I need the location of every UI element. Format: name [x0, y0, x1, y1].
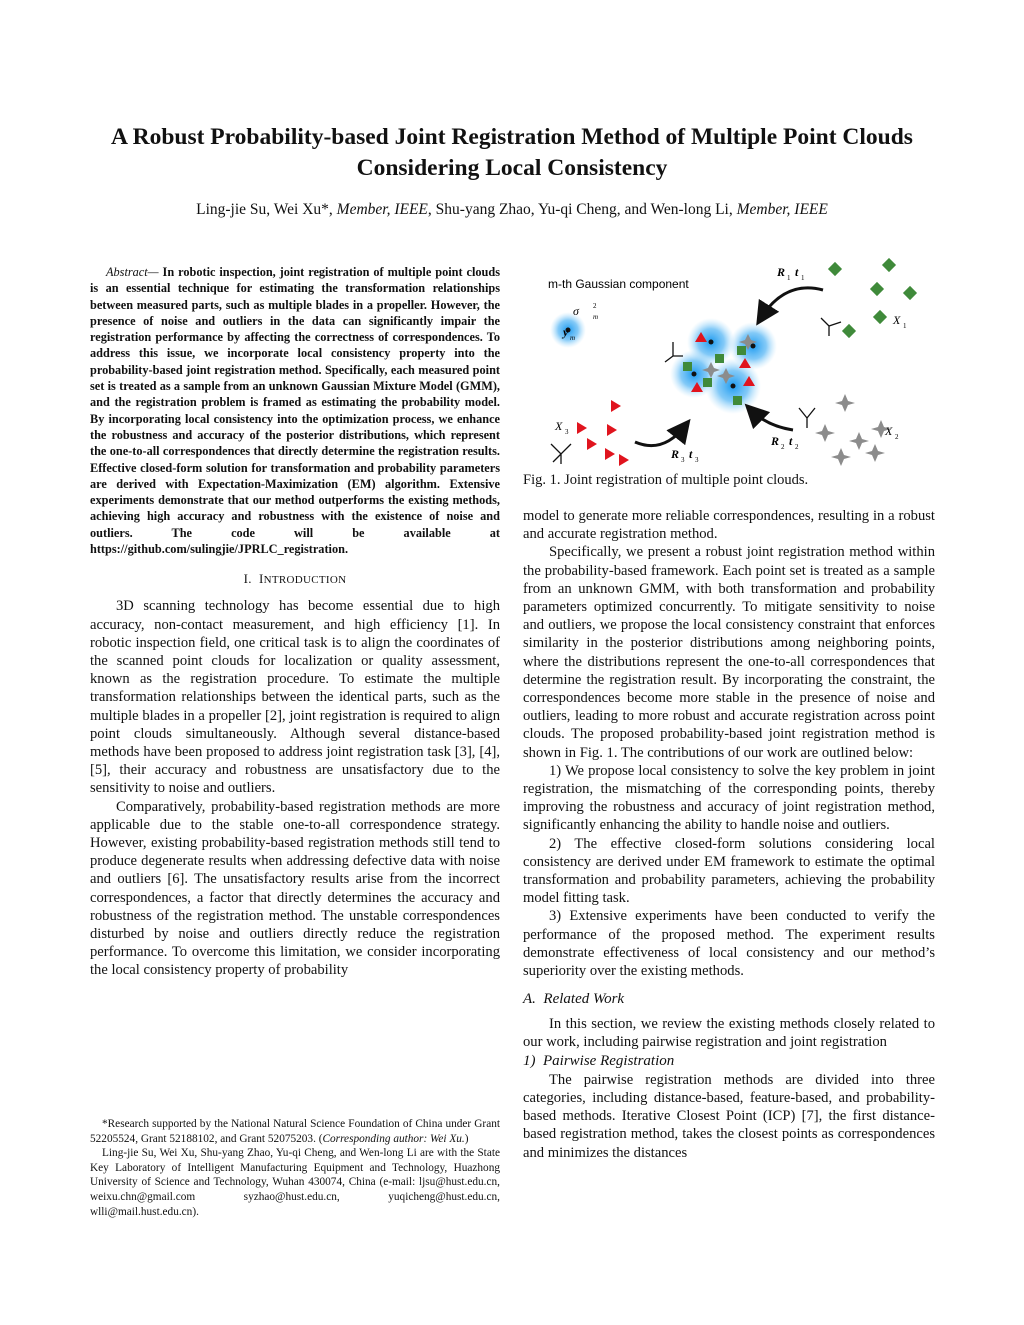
- x2-point: [831, 448, 851, 466]
- section-heading-related-work: A. Related Work: [523, 991, 625, 1008]
- arrow-x1: [761, 288, 823, 318]
- t1-sub: 1: [801, 274, 805, 282]
- x2-axis-icon: [799, 408, 815, 428]
- section-cap: I: [258, 571, 264, 587]
- footnote-affiliation: Ling-jie Su, Wei Xu, Shu-yang Zhao, Yu-qi Cheng, and Wen-long Li are with the State Key Laboratory of Intelligent Manufacturing Equipment and Technology, Huazhong University of Science and Technology, Wuhan 430074, China (e-mail: ljsu@hust.edu.cn, weixu.chn@gmail.com syzhao@hust.edu.cn, yuqicheng@hust.edu.cn, wlli@mail.hust.edu.cn).: [90, 1147, 500, 1218]
- footnote-funding-text: *Research supported by the National Natural Science Foundation of China under Grant 52205524, Grant 52188102, and Grant 52075203. (: [90, 1118, 500, 1145]
- authors-member-2: Member, IEEE: [736, 201, 828, 218]
- green-point: [703, 378, 712, 387]
- x3-label: X: [555, 419, 563, 433]
- r2-sub: 2: [781, 443, 785, 451]
- blob-center: [751, 344, 756, 349]
- x1-point: [873, 310, 887, 324]
- footnote-paren: ): [464, 1132, 469, 1145]
- blob-center: [692, 372, 697, 377]
- t2-label: t: [789, 434, 793, 448]
- r3-label: R: [671, 447, 680, 461]
- green-point: [715, 354, 724, 363]
- x1-point: [870, 282, 884, 296]
- figure-1: [523, 258, 935, 468]
- x1-point: [828, 262, 842, 276]
- x1-point: [842, 324, 856, 338]
- right-paragraph-continued: model to generate more reliable correspondences, resulting in a robust and accurate registration method.: [523, 508, 935, 543]
- x2-point: [835, 394, 855, 412]
- sigma-sub: m: [593, 313, 599, 321]
- x2-point: [865, 444, 885, 462]
- x2-points: [815, 394, 891, 466]
- green-point: [733, 396, 742, 405]
- t3-sub: 3: [695, 456, 699, 464]
- figure-1-diagram: [523, 258, 935, 468]
- x2-point: [815, 424, 835, 442]
- x3-point: [607, 424, 617, 436]
- contribution-1: 1) We propose local consistency to solve the key problem in joint registration, the mismatching of the corresponding points, thereby improving the robustness and accuracy of joint registration method, significantly enhancing the ability to handle noise and outliers.: [523, 762, 935, 834]
- x3-points: [577, 400, 629, 466]
- abstract-lead: Abstract—: [106, 265, 159, 279]
- footnote-corresponding: Corresponding author: Wei Xu.: [322, 1132, 465, 1145]
- r1-label: R: [777, 265, 786, 279]
- t2-sub: 2: [795, 443, 799, 451]
- authors-part-2: , Shu-yang Zhao, Yu-qi Cheng, and Wen-long Li,: [427, 201, 737, 218]
- right-paragraph-2: Specifically, we present a robust joint registration method within the probability-based framework. Each point set is treated as a sample from an unknown GMM, with both transformation and probability parameters optimized concurrently. To mitigate sensitivity to noise and outliers, we propose the local consistency constraint that enforces similarity in the posterior distributions among neighboring points, where the distributions represent the one-to-all correspondences that determine the registration result. By incorporating the constraint, the correspondences become more stable in the presence of noise and outliers, leading to more robust and accurate registration across point clouds. The proposed probability-based joint registration method is shown in Fig. 1. The contributions of our work are outlined below:: [523, 544, 935, 761]
- x3-point: [611, 400, 621, 412]
- sigma-label: σ: [573, 304, 579, 318]
- related-work-paragraph: In this section, we review the existing methods closely related to our work, including pairwise registration and joint registration: [523, 1016, 935, 1051]
- y-sub: m: [570, 334, 576, 342]
- arrow-x2: [751, 410, 793, 430]
- right-column: [523, 507, 935, 1162]
- figure-1-caption: Fig. 1. Joint registration of multiple point clouds.: [523, 472, 809, 488]
- blob-center: [709, 340, 714, 345]
- x1-point: [882, 258, 896, 272]
- arrow-x3: [635, 426, 685, 446]
- x3-axis-icon: [551, 444, 571, 464]
- blob-center: [731, 384, 736, 389]
- x3-point: [605, 448, 615, 460]
- t3-label: t: [689, 447, 693, 461]
- footnote-funding: [90, 1117, 500, 1146]
- subsection-heading-pairwise: 1) Pairwise Registration: [523, 1052, 675, 1069]
- x1-sub: 1: [903, 322, 907, 330]
- y-label: y: [563, 325, 569, 339]
- pairwise-paragraph: The pairwise registration methods are divided into three categories, including distance-based, feature-based, and probability-based methods. Iterative Closest Point (ICP) [7], the first distance-based registration method, takes the closest points as correspondences and minimizes the distances: [523, 1071, 935, 1161]
- x3-point: [587, 438, 597, 450]
- section-heading-introduction: [90, 571, 500, 587]
- contribution-3: 3) Extensive experiments have been conducted to verify the performance of the proposed method. The experiment results demonstrate effectiveness of local consistency and our method’s superiority over the existing methods.: [523, 908, 935, 980]
- x3-point: [577, 422, 587, 434]
- x1-point: [903, 286, 917, 300]
- authors-member-1: Member, IEEE: [336, 201, 428, 218]
- x3-sub: 3: [565, 428, 569, 436]
- r1-sub: 1: [787, 274, 791, 282]
- x2-sub: 2: [895, 433, 899, 441]
- section-smallcaps: NTRODUCTION: [263, 574, 347, 587]
- contribution-2: 2) The effective closed-form solutions considering local consistency are derived under EM framework to estimate the optimal transformation and probability parameters, achieving the probability model fitting task.: [523, 835, 935, 907]
- x1-label: X: [893, 313, 901, 327]
- paper-title: A Robust Probability-based Joint Registration Method of Multiple Point Clouds Considering Local Consistency: [111, 124, 913, 181]
- green-point: [683, 362, 692, 371]
- x2-point: [849, 432, 869, 450]
- authors-part-1: Ling-jie Su, Wei Xu*,: [196, 201, 337, 218]
- t1-label: t: [795, 265, 799, 279]
- author-line: [60, 200, 964, 220]
- footnote: [90, 1117, 500, 1219]
- r2-label: R: [771, 434, 780, 448]
- left-column: [90, 264, 500, 980]
- intro-paragraph-2: Comparatively, probability-based registration methods are more applicable due to the stable one-to-all correspondence strategy. However, existing probability-based registration methods still tend to produce degenerate results when addressing defective data with noise and outliers [6]. The unsatisfactory results arise from the incorrect correspondences, a factor that directly determines the accuracy and robustness of the registration method. The unstable correspondences disturbed by noise and outliers directly reduce the registration performance. To overcome this limitation, we consider incorporating the local consistency property of probability: [90, 798, 500, 979]
- sigma-sup: 2: [593, 302, 597, 310]
- x3-point: [619, 454, 629, 466]
- section-number: I.: [243, 571, 259, 587]
- x1-axis-icon: [821, 318, 841, 336]
- r3-sub: 3: [681, 456, 685, 464]
- x2-label: X: [885, 424, 893, 438]
- abstract: [90, 264, 500, 557]
- green-point: [737, 346, 746, 355]
- gaussian-component-label: m-th Gaussian component: [548, 277, 689, 291]
- intro-paragraph-1: 3D scanning technology has become essential due to high accuracy, non-contact measurement, and high efficiency [1]. In robotic inspection field, one critical task is to align the coordinates of the scanned point clouds for localization or quality assessment, known as the registration procedure. To estimate the multiple transformation relationships between the identical parts, such as the multiple blades in a propeller [2], joint registration is required to align point clouds simultaneously. Although several distance-based methods have been proposed to address joint registration task [3], [4], [5], their accuracy and robustness are unsatisfactory due to the sensitivity to noise and outliers.: [90, 598, 500, 797]
- abstract-text: In robotic inspection, joint registration of multiple point clouds is an essential technique for estimating the transformation relationships between measured parts, such as multiple blades in a propeller. However, the presence of noise and outliers in the data can significantly impair the registration performance by affecting the correctness of correspondences. To address this issue, we incorporate local consistency property into the probability-based joint registration method. Specifically, each measured point set is treated as a sample from an unknown Gaussian Mixture Model (GMM), and the registration problem is framed as estimating the probability model. By incorporating local consistency into the optimization process, we enhance the robustness and accuracy of the posterior distributions, which represent the one-to-all correspondences that directly determine the registration results. Effective closed-form solution for transformation and probability parameters are derived with Expectation-Maximization (EM) algorithm. Extensive experiments demonstrate that our method outperforms the existing methods, achieving high accuracy and robustness with the existence of noise and outliers. The code will be available at https://github.com/sulingjie/JPRLC_registration.: [90, 265, 500, 557]
